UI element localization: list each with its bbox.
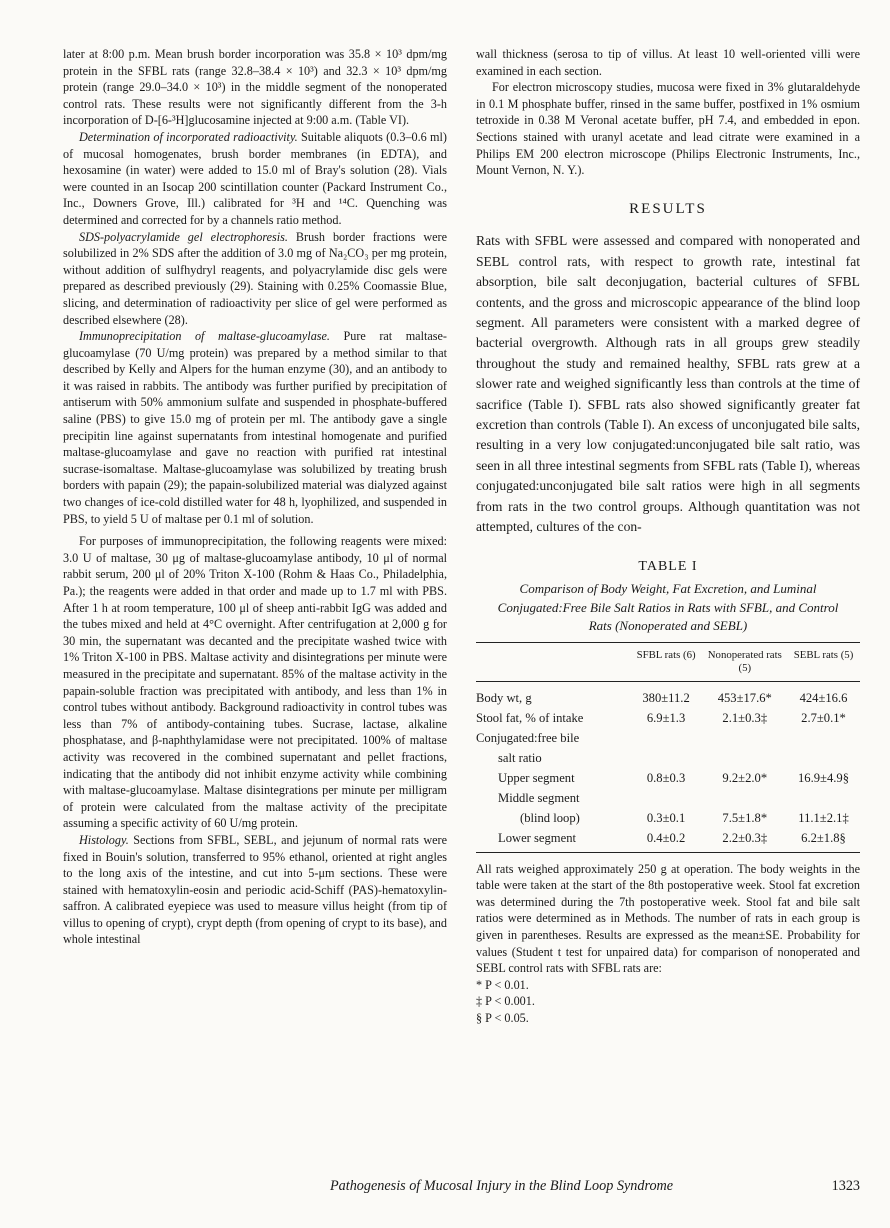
table-row xyxy=(476,708,860,728)
cell: 380±11.2 xyxy=(642,690,690,705)
table-title: TABLE I xyxy=(638,559,698,575)
right-column xyxy=(476,46,860,1026)
footnote-text: All rats weighed approximately 250 g at operation. The body weights in the table were taken at the start of the 8th postoperative week. Stool fat excretion was determined during the 7th postoperative week. Stool fat and bile salt ratios were determined as in Methods. The number of rats in each group is given in parentheses. Results are expressed as the mean±SE. Probability for values (Student t test for unpaired data) for comparison of nonoperated and SEBL control rats with SFBL rats are: xyxy=(476,861,860,976)
paragraph xyxy=(63,129,447,229)
paragraph: For purposes of immunoprecipitation, the following reagents were mixed: 3.0 U of maltase, 30 μg of maltase-glucoamylase antibody, 10 μl of normal rabbit serum, 200 μl of 20% Triton X-100 (Rohm & Haas Co., Philadelphia, Pa.); the reagents were added in that order and made up to 1.7 ml with PBS. After 1 h at room temperature, 100 μl of sheep anti-rabbit IgG was added and the tubes mixed and held at 4°C overnight. After centrifugation at 2,000 g for 30 min, the supernatant was decanted and the precipitate washed twice with 1% Triton X-100 in PBS. Maltase activity and disintegrations per minute were measured in the precipitate and supernatant. 85% of the maltase activity in the papain-soluble fraction was precipitated with antibody, and less than 1% in control tubes without antibody. Background radioactivity in control tubes was less than 7% of antibody-containing tubes. Sucrase, lactase, alkaline phosphatase, and β-naphthylamidase were not precipitated. 100% of maltase activity was recovered in the combined supernatant and pellet fractions, indicating that the antibody did not inhibit enzyme activity while combining with maltase-glucoamylase. Maltase disintegrations per minute per milligram of protein were calculated from the maltase activity of the precipitate assuming a specific activity of 60 U/mg protein. xyxy=(63,534,447,831)
table-row xyxy=(476,748,860,768)
results-paragraph: Rats with SFBL were assessed and compared with nonoperated and SEBL control rats, with respect to growth rate, intestinal fat absorption, bile salt deconjugation, bacterial cultures of SFBL contents, and the gross and microscopic appearance of the blind loop segment. All parameters were consistent with a marked degree of bacterial overgrowth. Although rats in all groups grew steadily throughout the study and remained healthy, SFBL rats grew at a slower rate and weighed significantly less than controls at the time of sacrifice (Table I). SFBL rats also showed significantly greater fat excretion than controls (Table I). An excess of unconjugated bile salts, resulting in a very low conjugated:unconjugated bile salt ratio, was seen in all three intestinal segments from SFBL rats (Table I), whereas conjugated:unconjugated bile salt ratios were high in all segments from rats in the two control groups. Although quantitation was not attempted, cultures of the con- xyxy=(476,233,860,535)
cell xyxy=(630,728,703,748)
row-label: Middle segment xyxy=(498,790,580,805)
row-label: Lower segment xyxy=(498,830,576,845)
section-run-in-heading: SDS-polyacrylamide gel electrophoresis. xyxy=(79,229,288,244)
paragraph-text: Pure rat maltase-glucoamylase (70 U/mg protein) was prepared by a method similar to that described by Kelly and Alpers for the human enzyme (30), and an antibody to it was raised in rabbits. The antibody was further purified by precipitation of antiserum with 50% ammonium sulfate and suspended in phosphate-buffered saline (PBS) to give 15.0 mg of protein per ml. The antibody gave a single precipitin line against supernatants from intestinal homogenate and purified maltase-glucoamylase and gave no reaction with purified rat intestinal sucrase-isomaltase. Maltase-glucoamylase was solubilized by treating brush borders with papain (29); the papain-solubilized material was dialyzed against two changes of ice-cold distilled water for 48 h, lyophilized, and suspended in PBS, to yield 5 U of maltase per 0.1 ml of solution. xyxy=(63,329,447,526)
row-label: Conjugated:free bile xyxy=(476,730,580,745)
row-label: salt ratio xyxy=(498,750,542,765)
paragraph-text: Sections from SFBL, SEBL, and jejunum of normal rats were fixed in Bouin's solution, transferred to 95% ethanol, oriented at right angles to the long axis of the intestine, and cut into 5-μm sections. These were stained with hematoxylin-eosin and periodic acid-Schiff (PAS)-hematoxylin-saffron. A calibrated eyepiece was used to measure villus height (from tip of villus to opening of crypt), crypt depth (from opening of crypt to its base), and whole intestinal xyxy=(63,832,447,947)
cell xyxy=(787,748,860,768)
paragraph-text: Suitable aliquots (0.3–0.6 ml) of mucosal homogenates, brush border membranes (in EDTA), and hexosamine (in water) were added to 15.0 ml of Bray's solution (28). Vials were counted in an Isocap 200 scintillation counter (Packard Instrument Co., Inc., Downers Grove, Ill.) calibrated for ³H and ¹⁴C. Quenching was determined and corrected for by a channels ratio method. xyxy=(63,129,447,227)
cell xyxy=(703,728,787,748)
column-header: SFBL rats (6) xyxy=(636,648,696,661)
significance-note: ‡ P < 0.001. xyxy=(476,994,535,1009)
cell xyxy=(630,788,703,808)
cell: 16.9±4.9§ xyxy=(798,770,849,785)
cell xyxy=(703,788,787,808)
data-table xyxy=(476,642,860,853)
row-label: (blind loop) xyxy=(520,810,580,825)
running-title: Pathogenesis of Mucosal Injury in the Blind Loop Syndrome xyxy=(330,1178,674,1194)
paragraph-text: Brush border fractions were solubilized in 2% SDS after the addition of 3.0 mg of Na₂CO₃ per mg protein, without addition of sulfhydryl reagents, and polyacrylamide disc gels were prepared as described previously (29). Staining with 0.25% Coomassie Blue, slicing, and determination of radioactivity per slice of gel were performed as described elsewhere (28). xyxy=(63,229,447,327)
cell: 453±17.6* xyxy=(717,690,772,705)
page-footer xyxy=(330,1178,860,1195)
section-run-in-heading: Immunoprecipitation of maltase-glucoamylase. xyxy=(79,329,330,344)
paragraph xyxy=(63,229,447,329)
table-row xyxy=(476,768,860,788)
cell: 7.5±1.8* xyxy=(722,810,768,825)
column-header xyxy=(476,642,630,681)
paragraph: wall thickness (serosa to tip of villus. At least 10 well-oriented villi were examined in each section. xyxy=(476,47,860,78)
cell: 424±16.6 xyxy=(799,690,848,705)
cell: 11.1±2.1‡ xyxy=(798,810,849,825)
row-label: Body wt, g xyxy=(476,690,532,705)
left-column xyxy=(63,46,447,948)
cell: 0.3±0.1 xyxy=(646,810,686,825)
cell xyxy=(787,788,860,808)
cell xyxy=(630,748,703,768)
column-header: Nonoperated rats (5) xyxy=(707,648,782,674)
table-row xyxy=(476,788,860,808)
section-run-in-heading: Determination of incorporated radioactivity. xyxy=(79,129,298,144)
results-heading: RESULTS xyxy=(629,200,707,217)
row-label: Stool fat, % of intake xyxy=(476,710,584,725)
table-row xyxy=(476,681,860,708)
column-header: SEBL rats (5) xyxy=(793,648,854,661)
cell: 0.4±0.2 xyxy=(646,830,686,845)
cell: 2.7±0.1* xyxy=(801,710,846,725)
cell: 9.2±2.0* xyxy=(722,770,768,785)
table-row xyxy=(476,808,860,828)
paragraph xyxy=(63,832,447,948)
cell: 6.2±1.8§ xyxy=(801,830,846,845)
significance-note: § P < 0.05. xyxy=(476,1010,529,1025)
cell: 6.9±1.3 xyxy=(646,710,686,725)
cell: 2.1±0.3‡ xyxy=(722,710,768,725)
page-number: 1323 xyxy=(831,1178,860,1194)
significance-note: * P < 0.01. xyxy=(476,977,529,992)
cell: 0.8±0.3 xyxy=(646,770,686,785)
table-header-row xyxy=(476,642,860,681)
paragraph: later at 8:00 p.m. Mean brush border incorporation was 35.8 × 10³ dpm/mg protein in the SFBL rats (range 32.8–38.4 × 10³) and 32.3 × 10³ dpm/mg protein (range 29.0–34.0 × 10³) in the middle segment of the nonoperated control rats. These results were not significantly different from the 3-h incorporation of D-[6-³H]glucosamine injected at 9:00 a.m. (Table VI). xyxy=(63,47,447,128)
table-row xyxy=(476,828,860,853)
table-footnote xyxy=(476,861,860,1027)
cell xyxy=(703,748,787,768)
cell: 2.2±0.3‡ xyxy=(722,830,768,845)
row-label: Upper segment xyxy=(498,770,575,785)
paragraph: For electron microscopy studies, mucosa were fixed in 3% glutaraldehyde in 0.1 M phosphate buffer, rinsed in the same buffer, postfixed in 1% osmium tetroxide in 0.38 M Veronal acetate buffer, pH 7.4, and embedded in epon. Sections stained with uranyl acetate and lead citrate were examined in a Philips EM 200 electron microscope (Philips Electronic Instruments, Inc., Mount Vernon, N. Y.). xyxy=(476,80,860,178)
table-caption: Comparison of Body Weight, Fat Excretion, and Luminal Conjugated:Free Bile Salt Ratios in Rats with SFBL, and Control Rats (Nonoperated and SEBL) xyxy=(497,581,839,634)
paragraph xyxy=(63,328,447,527)
cell xyxy=(787,728,860,748)
section-run-in-heading: Histology. xyxy=(79,832,129,847)
table-row xyxy=(476,728,860,748)
